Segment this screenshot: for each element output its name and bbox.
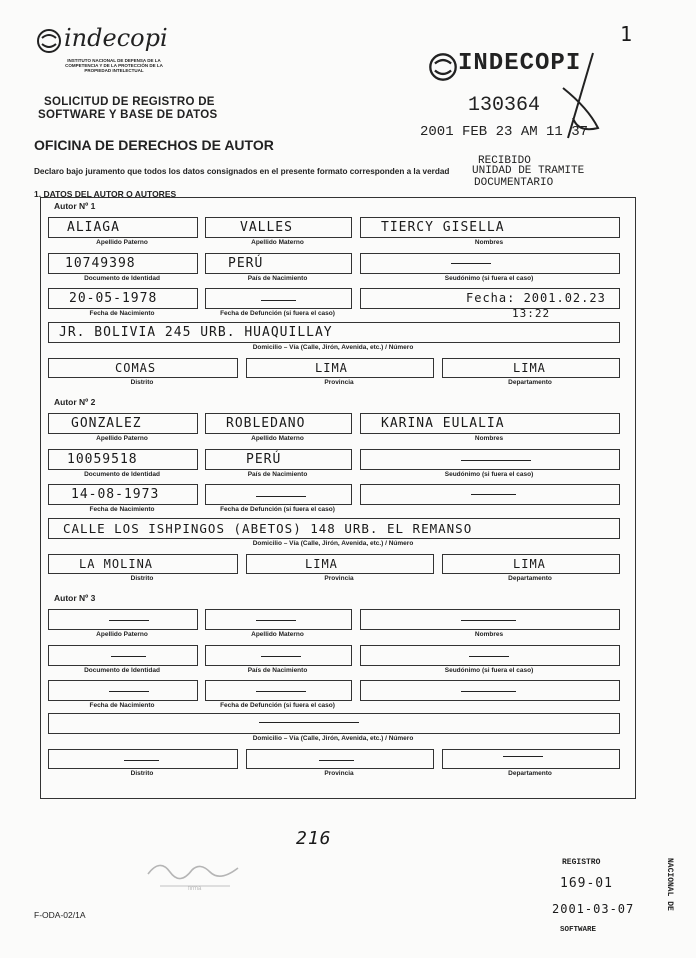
- declaration: Declaro bajo juramento que todos los datos consignados en el presente formato corresponden a la verdad: [34, 167, 450, 176]
- author-1-nombres-caption: Nombres: [474, 239, 504, 246]
- author-2-provincia: LIMA: [305, 557, 338, 571]
- page-mark: 1: [620, 22, 634, 46]
- author-2-paterno: GONZALEZ: [71, 416, 142, 431]
- author-2-fecha-def-field[interactable]: [205, 484, 352, 505]
- author-2-pais: PERÚ: [246, 452, 282, 467]
- author-1-paterno-field[interactable]: [48, 217, 198, 238]
- author-1-pais: PERÚ: [228, 256, 264, 271]
- author-1-departamento-caption: Departamento: [508, 379, 552, 386]
- author-2-nombres-field[interactable]: [360, 413, 620, 434]
- registry-title: REGISTRO: [562, 858, 601, 867]
- author-1-nombres-field[interactable]: [360, 217, 620, 238]
- logo-subtitle: INSTITUTO NACIONAL DE DEFENSA DE LA COMPETENCIA Y DE LA PROTECCIÓN DE LA PROPIEDAD INTELECTUAL: [65, 58, 163, 73]
- author-2-distrito-field[interactable]: [48, 554, 238, 574]
- author-1-pais-field[interactable]: [205, 253, 352, 274]
- author-2-nombres-caption: Nombres: [474, 435, 504, 442]
- author-1-paterno-caption: Apellido Paterno: [96, 239, 148, 246]
- registry-footer: SOFTWARE: [560, 926, 597, 934]
- author-1-provincia-field[interactable]: [246, 358, 434, 378]
- author-1-label: Autor Nº 1: [54, 201, 96, 211]
- reception-stamp: [420, 48, 628, 208]
- author-1-materno-field[interactable]: [205, 217, 352, 238]
- registry-date: 2001-03-07: [552, 902, 635, 916]
- author-2-provincia-field[interactable]: [246, 554, 434, 574]
- author-2-nombres: KARINA EULALIA: [381, 416, 505, 431]
- author-3-paterno-field[interactable]: [48, 609, 198, 630]
- author-1-distrito-field[interactable]: [48, 358, 238, 378]
- author-1-pais-caption: País de Nacimiento: [247, 275, 308, 282]
- author-3-fecha-def-field[interactable]: [205, 680, 352, 701]
- author-2-paterno-field[interactable]: [48, 413, 198, 434]
- stamp-emblem-icon: [428, 52, 458, 82]
- author-1-departamento-field[interactable]: [442, 358, 620, 378]
- author-1-seudonimo-field[interactable]: [360, 253, 620, 274]
- author-2-seudonimo-caption: Seudónimo (si fuera el caso): [444, 471, 534, 478]
- author-3-documento-field[interactable]: [48, 645, 198, 666]
- author-2-seudonimo-field[interactable]: [360, 449, 620, 470]
- indecopi-logo: [36, 24, 168, 80]
- author-1-domicilio-field[interactable]: [48, 322, 620, 343]
- form-code: F-ODA-02/1A: [34, 910, 86, 920]
- author-1-fecha-nac: 20-05-1978: [69, 291, 158, 306]
- request-title-1: SOLICITUD DE REGISTRO DE: [44, 96, 215, 108]
- author-1-materno: VALLES: [240, 220, 293, 235]
- author-3-departamento-field[interactable]: [442, 749, 620, 769]
- author-2-departamento-field[interactable]: [442, 554, 620, 574]
- author-3-nombres-caption: Nombres: [474, 631, 504, 638]
- author-2-fecha-nac-caption: Fecha de Nacimiento: [89, 506, 155, 513]
- office-title: OFICINA DE DERECHOS DE AUTOR: [34, 137, 274, 153]
- author-1-stamp-fecha: Fecha: 2001.02.23: [466, 291, 606, 305]
- request-title-2: SOFTWARE Y BASE DE DATOS: [38, 109, 218, 121]
- author-2-departamento-caption: Departamento: [508, 575, 552, 582]
- author-2-departamento: LIMA: [513, 557, 546, 571]
- stamp-datetime: 2001 FEB 23 AM 11 37: [420, 124, 589, 140]
- author-1-fecha-nac-caption: Fecha de Nacimiento: [89, 310, 155, 317]
- author-2-domicilio-field[interactable]: [48, 518, 620, 539]
- author-1-fecha-def-field[interactable]: [205, 288, 352, 309]
- author-2-pais-field[interactable]: [205, 449, 352, 470]
- author-1-fecha-nac-field[interactable]: [48, 288, 198, 309]
- author-2-domicilio: CALLE LOS ISHPINGOS (ABETOS) 148 URB. EL REMANSO: [63, 521, 473, 536]
- author-3-distrito-field[interactable]: [48, 749, 238, 769]
- stamp-unit-1: UNIDAD DE TRAMITE: [472, 165, 585, 177]
- author-3-distrito-caption: Distrito: [130, 770, 154, 777]
- registry-stamp: [532, 858, 682, 948]
- author-1-nombres: TIERCY GISELLA: [381, 220, 505, 235]
- author-3-pais-field[interactable]: [205, 645, 352, 666]
- logo-brand: indecopi: [64, 24, 168, 52]
- author-3-provincia-field[interactable]: [246, 749, 434, 769]
- stamp-initials-icon: [558, 48, 618, 148]
- author-3-paterno-caption: Apellido Paterno: [96, 631, 148, 638]
- author-2-materno-caption: Apellido Materno: [251, 435, 304, 442]
- author-2-domicilio-caption: Domicilio – Vía (Calle, Jirón, Avenida, etc.) / Número: [252, 540, 414, 547]
- author-3-seudonimo-field[interactable]: [360, 645, 620, 666]
- handwritten-page-number: 216: [296, 828, 332, 849]
- author-1-materno-caption: Apellido Materno: [251, 239, 304, 246]
- author-1-documento-field[interactable]: [48, 253, 198, 274]
- author-3-fecha-nac-caption: Fecha de Nacimiento: [89, 702, 155, 709]
- author-3-departamento-caption: Departamento: [508, 770, 552, 777]
- indecopi-emblem-icon: [36, 28, 62, 54]
- author-3-fecha-def-caption: Fecha de Defunción (si fuera el caso): [220, 702, 335, 709]
- author-2-documento-field[interactable]: [48, 449, 198, 470]
- author-3-documento-caption: Documento de Identidad: [84, 667, 160, 674]
- author-3-pais-caption: País de Nacimiento: [247, 667, 308, 674]
- author-2-pais-caption: País de Nacimiento: [247, 471, 308, 478]
- author-2-materno-field[interactable]: [205, 413, 352, 434]
- stamp-number: 130364: [468, 94, 541, 117]
- author-2-fecha-nac: 14-08-1973: [71, 487, 160, 502]
- author-2-materno: ROBLEDANO: [226, 416, 306, 431]
- author-3-fecha-nac-field[interactable]: [48, 680, 198, 701]
- author-1-distrito-caption: Distrito: [130, 379, 154, 386]
- stamp-unit-2: DOCUMENTARIO: [474, 177, 554, 189]
- author-1-paterno: ALIAGA: [67, 220, 120, 235]
- author-2-documento: 10059518: [67, 452, 138, 467]
- author-1-seudonimo-caption: Seudónimo (si fuera el caso): [444, 275, 534, 282]
- author-1-domicilio-caption: Domicilio – Vía (Calle, Jirón, Avenida, etc.) / Número: [252, 344, 414, 351]
- author-1-departamento: LIMA: [513, 361, 546, 375]
- author-3-materno-caption: Apellido Materno: [251, 631, 304, 638]
- author-1-documento: 10749398: [65, 256, 136, 271]
- author-3-nombres-field[interactable]: [360, 609, 620, 630]
- author-1-documento-caption: Documento de Identidad: [84, 275, 160, 282]
- registry-side: NACIONAL DE: [665, 858, 674, 911]
- author-3-domicilio-field[interactable]: [48, 713, 620, 734]
- author-1-domicilio: JR. BOLIVIA 245 URB. HUAQUILLAY: [59, 325, 333, 340]
- signature-label: firma: [188, 886, 202, 892]
- author-1-extra-field[interactable]: [360, 288, 620, 309]
- author-2-paterno-caption: Apellido Paterno: [96, 435, 148, 442]
- author-1-provincia-caption: Provincia: [324, 379, 354, 386]
- stamp-received: RECIBIDO: [478, 155, 531, 167]
- author-2-fecha-nac-field[interactable]: [48, 484, 198, 505]
- author-3-label: Autor Nº 3: [54, 593, 96, 603]
- author-2-documento-caption: Documento de Identidad: [84, 471, 160, 478]
- section-title: 1. DATOS DEL AUTOR O AUTORES: [34, 189, 177, 199]
- registry-number: 169-01: [560, 876, 613, 891]
- author-1-distrito: COMAS: [115, 361, 157, 375]
- author-3-materno-field[interactable]: [205, 609, 352, 630]
- author-1-provincia: LIMA: [315, 361, 348, 375]
- author-3-extra-field[interactable]: [360, 680, 620, 701]
- author-2-distrito-caption: Distrito: [130, 575, 154, 582]
- author-2-label: Autor Nº 2: [54, 397, 96, 407]
- author-3-domicilio-caption: Domicilio – Vía (Calle, Jirón, Avenida, etc.) / Número: [252, 735, 414, 742]
- author-1-stamp-hora: 13:22: [512, 307, 551, 320]
- author-1-fecha-def-caption: Fecha de Defunción (si fuera el caso): [220, 310, 335, 317]
- author-3-provincia-caption: Provincia: [324, 770, 354, 777]
- author-2-extra-field[interactable]: [360, 484, 620, 505]
- author-2-provincia-caption: Provincia: [324, 575, 354, 582]
- author-2-fecha-def-caption: Fecha de Defunción (si fuera el caso): [220, 506, 335, 513]
- author-2-distrito: LA MOLINA: [79, 557, 154, 571]
- stamp-brand: INDECOPI: [458, 50, 582, 77]
- author-3-seudonimo-caption: Seudónimo (si fuera el caso): [444, 667, 534, 674]
